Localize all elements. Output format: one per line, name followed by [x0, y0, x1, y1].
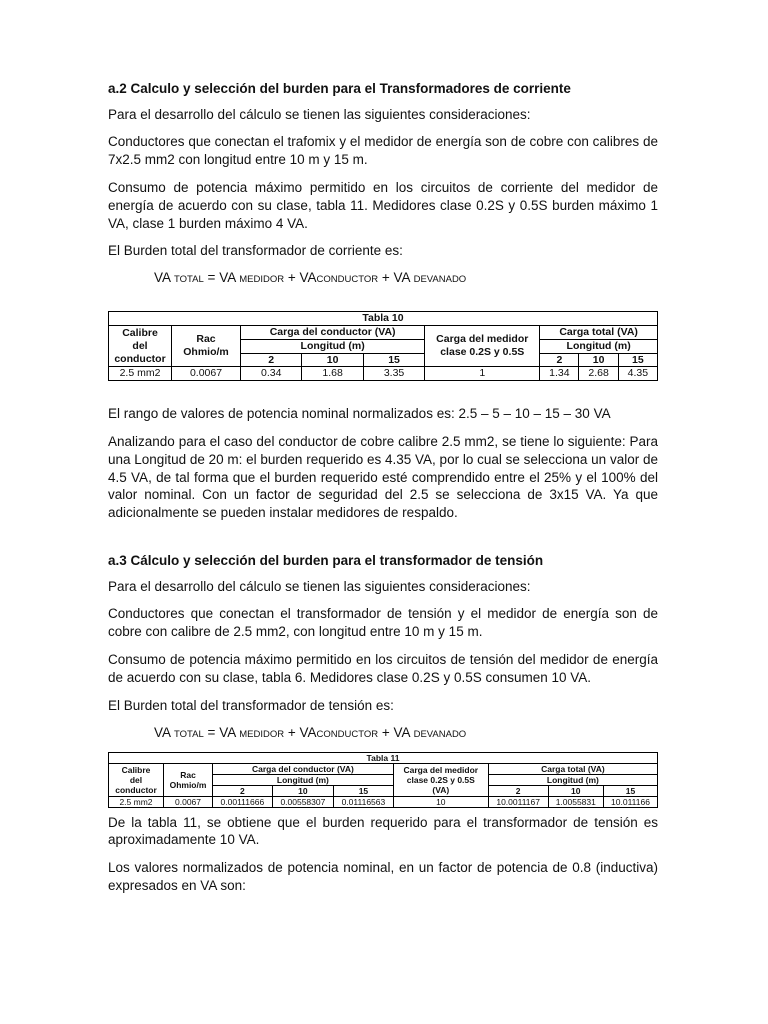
table-10-header-longitud: Longitud (m)	[241, 339, 425, 353]
table-11-cell: 10.0011167	[488, 796, 548, 807]
table-11-length: 2	[213, 785, 273, 796]
rango-paragraph: El rango de valores de potencia nominal normalizados es: 2.5 – 5 – 10 – 15 – 30 VA	[108, 406, 611, 422]
table-10-length: 2	[540, 353, 579, 367]
document-page	[108, 80, 658, 905]
table-10-cell: 1.68	[302, 367, 363, 381]
tabla-11-conclusion-paragraph: De la tabla 11, se obtiene que el burden requerido para el transformador de tensión es aproximadamente 10 VA.	[108, 814, 658, 848]
table-10-cell: 0.0067	[172, 367, 241, 381]
table-10-header-rac: Rac Ohmio/m	[172, 326, 241, 367]
table-10	[108, 311, 658, 381]
table-11-cell: 10	[393, 796, 488, 807]
table-10-cell: 2.5 mm2	[109, 367, 172, 381]
table-10-header-carga-conductor: Carga del conductor (VA)	[241, 326, 425, 340]
table-11-cell: 0.01116563	[334, 796, 394, 807]
table-11-cell: 0.00558307	[272, 796, 333, 807]
analisis-paragraph: Analizando para el caso del conductor de cobre calibre 2.5 mm2, se tiene lo siguiente: Para una Longitud de 20 m: el burden requerido es 4.35 VA, por lo cual se selecciona un valor de 4.5 VA, de tal forma que el burden requerido esté comprendido entre el 25% y el 100% del valor nominal. Con un factor de seguridad del 2.5 se selecciona de 3x15 VA. Ya que adicionalmente se pueden instalar medidores de respaldo.	[108, 434, 658, 521]
table-10-length: 15	[618, 353, 657, 367]
table-11-cell: 2.5 mm2	[109, 796, 164, 807]
section-a3-paragraph-1: Para el desarrollo del cálculo se tienen las siguientes consideraciones:	[108, 578, 531, 594]
section-a3-paragraph-3: Consumo de potencia máximo permitido en los circuitos de tensión del medidor de energía de acuerdo con su clase, tabla 6. Medidores clase 0.2S y 0.5S consumen 10 VA.	[108, 652, 658, 685]
table-11-length: 2	[488, 785, 548, 796]
section-a2-paragraph-3: Consumo de potencia máximo permitido en los circuitos de corriente del medidor de energía de acuerdo con su clase, tabla 11. Medidores clase 0.2S y 0.5S burden máximo 1 VA, clase 1 burden máximo 4 VA.	[108, 179, 658, 231]
table-11-length: 10	[548, 785, 603, 796]
table-10-cell: 1.34	[540, 367, 579, 381]
table-11-header-longitud: Longitud (m)	[488, 774, 657, 785]
table-11-header-rac: Rac Ohmio/m	[164, 763, 213, 796]
section-a2-paragraph-1: Para el desarrollo del cálculo se tienen las siguientes consideraciones:	[108, 106, 531, 122]
section-a2-paragraph-2: Conductores que conectan el trafomix y el medidor de energía son de cobre con calibres de 7x2.5 mm2 con longitud entre 10 m y 15 m.	[108, 134, 658, 168]
table-10-cell: 4.35	[618, 367, 657, 381]
table-11-length: 15	[604, 785, 658, 796]
valores-normalizados-paragraph: Los valores normalizados de potencia nominal, en un factor de potencia de 0.8 (inductiva) expresados en VA son:	[108, 860, 658, 894]
table-11-header-longitud: Longitud (m)	[213, 774, 394, 785]
table-10-length: 15	[363, 353, 424, 367]
table-10-cell: 3.35	[363, 367, 424, 381]
table-10-header-longitud: Longitud (m)	[540, 339, 658, 353]
section-a2-paragraph-4: El Burden total del transformador de corriente es:	[108, 243, 403, 259]
table-11-length: 10	[272, 785, 333, 796]
table-11-header-carga-total: Carga total (VA)	[488, 763, 657, 774]
table-10-title: Tabla 10	[109, 312, 658, 326]
table-10-header-carga-total: Carga total (VA)	[540, 326, 658, 340]
table-10-cell: 1	[425, 367, 540, 381]
table-11-length: 15	[334, 785, 394, 796]
burden-formula-current: VA TOTAL = VA MEDIDOR + VACONDUCTOR + VA DEVANADO	[154, 270, 467, 286]
table-11-cell: 0.00111666	[213, 796, 273, 807]
burden-formula-voltage: VA TOTAL = VA MEDIDOR + VACONDUCTOR + VA DEVANADO	[154, 724, 467, 740]
table-10-header-carga-medidor: Carga del medidor clase 0.2S y 0.5S	[425, 326, 540, 367]
table-10-length: 10	[579, 353, 618, 367]
table-10-length: 10	[302, 353, 363, 367]
table-10-cell: 0.34	[241, 367, 302, 381]
table-row	[109, 367, 658, 381]
table-11-header-carga-conductor: Carga del conductor (VA)	[213, 763, 394, 774]
table-11-cell: 0.0067	[164, 796, 213, 807]
table-11-cell: 1.0055831	[548, 796, 603, 807]
table-10-length: 2	[241, 353, 302, 367]
table-11	[108, 752, 658, 808]
table-11-title: Tabla 11	[109, 752, 658, 763]
section-a3-heading: a.3 Cálculo y selección del burden para el transformador de tensión	[108, 553, 544, 569]
table-11-cell: 10.011166	[604, 796, 658, 807]
table-row	[109, 796, 658, 807]
table-10-header-calibre: Calibre del conductor	[109, 326, 172, 367]
table-11-header-carga-medidor: Carga del medidor clase 0.2S y 0.5S (VA)	[393, 763, 488, 796]
table-11-header-calibre: Calibre del conductor	[109, 763, 164, 796]
table-10-cell: 2.68	[579, 367, 618, 381]
section-a2-heading: a.2 Calculo y selección del burden para el Transformadores de corriente	[108, 81, 571, 96]
section-a3-paragraph-2: Conductores que conectan el transformador de tensión y el medidor de energía son de cobre con calibre de 2.5 mm2, con longitud entre 10 m y 15 m.	[108, 606, 658, 640]
section-a3-paragraph-4: El Burden total del transformador de tensión es:	[108, 697, 394, 713]
